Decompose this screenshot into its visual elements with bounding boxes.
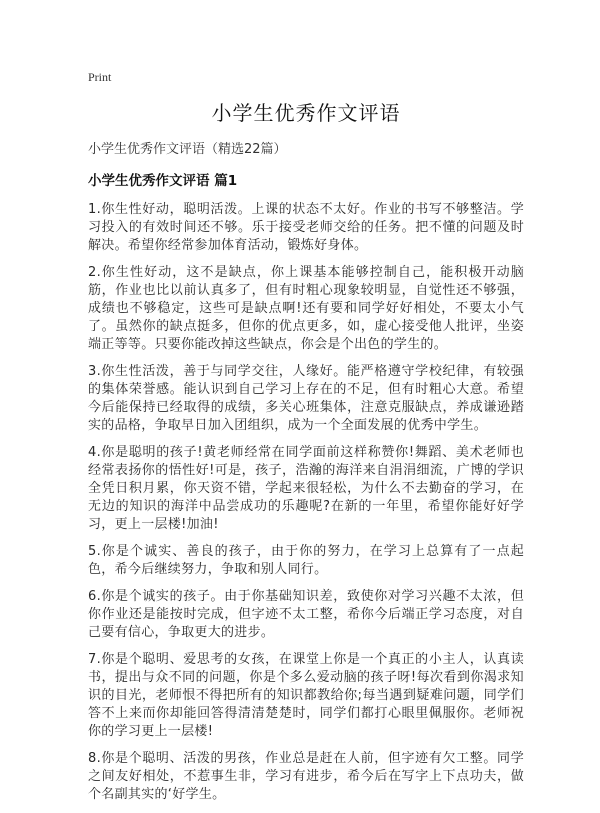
document-page	[88, 70, 524, 813]
section-heading: 小学生优秀作文评语 篇1	[88, 173, 238, 189]
comment-paragraph-2: 2.你生性好动，这不是缺点，你上课基本能够控制自己，能积极开动脑筋，作业也比以前认真多了，但有时粗心现象较明显，自觉性还不够强，成绩也不够稳定，这些可是缺点啊!还有要和同学好好相处，不要太小气了。虽然你的缺点挺多，但你的优点更多，如，虚心接受他人批评，坐姿端正等等。只要你能改掉这些缺点，你会是个出色的学生的。	[88, 265, 524, 352]
document-subtitle: 小学生优秀作文评语（精选22篇）	[88, 142, 287, 157]
print-link[interactable]: Print	[88, 70, 112, 84]
comment-paragraph-1: 1.你生性好动，聪明活泼。上课的状态不太好。作业的书写不够整洁。学习投入的有效时间还不够。乐于接受老师交给的任务。把不懂的问题及时解决。希望你经常参加体育活动，锻炼好身体。	[88, 202, 524, 253]
comment-paragraph-5: 5.你是个诚实、善良的孩子，由于你的努力，在学习上总算有了一点起色，希今后继续努力，争取和别人同行。	[88, 544, 524, 577]
comment-paragraph-8: 8.你是个聪明、活泼的男孩，作业总是赶在人前，但字迹有欠工整。同学之间友好相处，不惹事生非，学习有进步，希今后在写字上下点功夫，做个名副其实的‘好学生。	[88, 751, 524, 802]
comment-paragraph-7: 7.你是个聪明、爱思考的女孩，在课堂上你是一个真正的小主人，认真读书，提出与众不同的问题，你是个多么爱动脑的孩子呀!每次看到你渴求知识的目光，老师恨不得把所有的知识都教给你;每当遇到疑难问题，同学们答不上来而你却能回答得清清楚楚时，同学们都打心眼里佩服你。老师祝你的学习更上一层楼!	[88, 652, 524, 739]
page-title: 小学生优秀作文评语	[211, 101, 401, 125]
comment-paragraph-4: 4.你是聪明的孩子!黄老师经常在同学面前这样称赞你!舞蹈、美术老师也经常表扬你的悟性好!可是，孩子，浩瀚的海洋来自涓涓细流，广博的学识全凭日积月累，你天资不错，学起来很轻松，为什么不去勤奋的学习，在无边的知识的海洋中品尝成功的乐趣呢?在新的一年里，希望你能好好学习，更上一层楼!加油!	[88, 445, 524, 532]
comment-paragraph-3: 3.你生性活泼，善于与同学交往，人缘好。能严格遵守学校纪律，有较强的集体荣誉感。能认识到自己学习上存在的不足，但有时粗心大意。希望今后能保持已经取得的成绩，多关心班集体，注意克服缺点，养成谦逊踏实的品格，争取早日加入团组织，成为一个全面发展的优秀中学生。	[88, 364, 524, 433]
comment-paragraph-6: 6.你是个诚实的孩子。由于你基础知识差，致使你对学习兴趣不太浓，但你作业还是能按时完成，但字迹不太工整，希你今后端正学习态度，对自己要有信心，争取更大的进步。	[88, 589, 524, 640]
